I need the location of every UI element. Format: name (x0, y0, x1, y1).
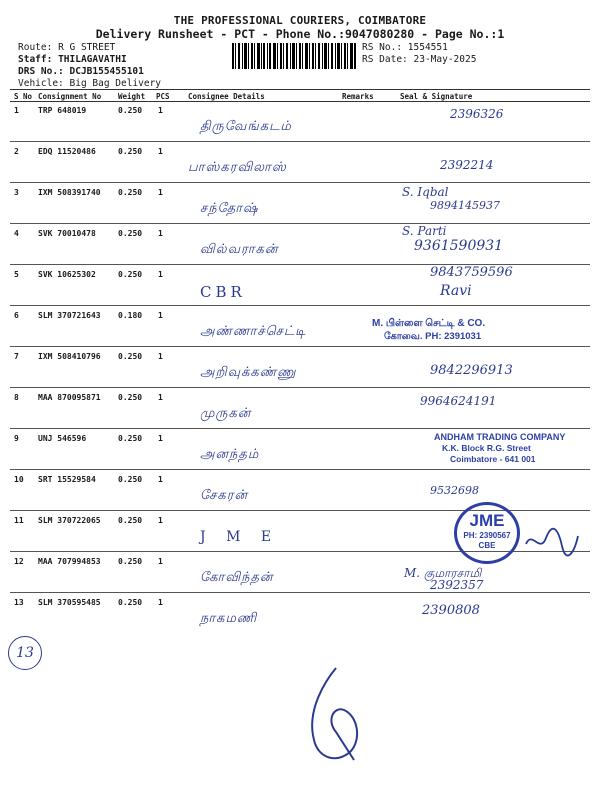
row-signature: M. குமாரசாமி (404, 566, 482, 580)
row-sno: 10 (14, 475, 24, 484)
table-row (10, 265, 590, 306)
row-consignment: SLM 370722065 (38, 516, 101, 525)
rs-no-label: RS No.: (362, 42, 403, 53)
row-consignment: MAA 870095871 (38, 393, 101, 402)
jme-stamp-title: JME (469, 511, 505, 530)
row-consignment: IXM 508410796 (38, 352, 101, 361)
total-count-mark: 13 (8, 636, 42, 670)
row-pcs: 1 (158, 352, 163, 361)
row-pcs: 1 (158, 434, 163, 443)
row-signature: 2396326 (450, 107, 504, 121)
row-weight: 0.250 (118, 557, 143, 566)
row-pcs: 1 (158, 393, 163, 402)
row-signature: 9532698 (430, 484, 479, 497)
row-signature-2: 2392357 (430, 578, 484, 592)
row-consignment: MAA 707994853 (38, 557, 101, 566)
stamp-row6-line1: M. பிள்ளை செட்டி & CO. (372, 318, 486, 329)
stamp-row9-line3: Coimbatore - 641 001 (450, 454, 536, 464)
col-pcs: PCS (156, 92, 170, 101)
rs-date-label: RS Date: (362, 54, 408, 65)
row-consignee: அனந்தம் (200, 447, 260, 462)
row-weight: 0.250 (118, 475, 143, 484)
jme-stamp-phone: PH: 2390567 (463, 531, 511, 540)
row-pcs: 1 (158, 311, 163, 320)
drs-label: DRS No.: (18, 66, 64, 77)
row-weight: 0.250 (118, 106, 143, 115)
table-row (10, 593, 590, 634)
row-consignee: நாகமணி (200, 611, 258, 626)
row-consignee: திருவேங்கடம் (200, 119, 292, 134)
row-weight: 0.250 (118, 434, 143, 443)
table-row (10, 142, 590, 183)
table-row (10, 183, 590, 224)
row-signature: 2390808 (422, 603, 480, 618)
col-seal: Seal & Signature (400, 92, 473, 101)
stamp-row6-line2: கோவை. PH: 2391031 (384, 331, 482, 342)
row-consignee: பாஸ்கரவிலாஸ் (188, 160, 287, 175)
row-weight: 0.250 (118, 188, 143, 197)
row-pcs: 1 (158, 557, 163, 566)
barcode-icon (232, 43, 356, 69)
row-signature-2: 9894145937 (430, 199, 500, 212)
row-consignee: சேகரன் (200, 488, 249, 503)
row-sno: 2 (14, 147, 19, 156)
row-weight: 0.250 (118, 147, 143, 156)
row-sno: 4 (14, 229, 19, 238)
row-consignee: CBR (200, 283, 246, 301)
row-consignment: TRP 648019 (38, 106, 87, 115)
row-weight: 0.180 (118, 311, 143, 320)
runsheet-title: Delivery Runsheet - PCT - Phone No.:9047080280 - Page No.:1 (95, 27, 505, 41)
row-weight: 0.250 (118, 229, 143, 238)
row-consignee: வில்வராகன் (200, 242, 279, 257)
table-row (10, 388, 590, 429)
row-signature: S. Iqbal (402, 185, 449, 199)
row-weight: 0.250 (118, 393, 143, 402)
row-pcs: 1 (158, 188, 163, 197)
row-weight: 0.250 (118, 270, 143, 279)
row-sno: 1 (14, 106, 19, 115)
stamp-row9-line2: K.K. Block R.G. Street (442, 443, 531, 453)
drs-value: DCJB155455101 (69, 66, 144, 77)
row-sno: 5 (14, 270, 19, 279)
row-pcs: 1 (158, 516, 163, 525)
row-signature: 2392214 (440, 158, 494, 172)
table-row (10, 347, 590, 388)
rs-no-value: 1554551 (407, 42, 448, 53)
table-row (10, 429, 590, 470)
row-signature-2: 9361590931 (414, 238, 504, 254)
row-sno: 3 (14, 188, 19, 197)
jme-stamp (454, 502, 520, 564)
row-signature-2: 9842296913 (430, 363, 513, 378)
table-row (10, 101, 590, 142)
row-sno: 12 (14, 557, 24, 566)
table-row (10, 224, 590, 265)
row-signature: 9843759596 (430, 265, 513, 280)
row-pcs: 1 (158, 106, 163, 115)
col-remarks: Remarks (342, 92, 374, 101)
row-weight: 0.250 (118, 598, 143, 607)
row-pcs: 1 (158, 147, 163, 156)
row-sno: 13 (14, 598, 24, 607)
row-sno: 9 (14, 434, 19, 443)
row-signature: 9964624191 (420, 394, 497, 408)
route-label: Route: (18, 42, 53, 53)
row-consignment: SRT 15529584 (38, 475, 96, 484)
meta-left (18, 42, 161, 90)
meta-right (362, 42, 476, 66)
staff-label: Staff: (18, 54, 53, 65)
row-pcs: 1 (158, 598, 163, 607)
row-pcs: 1 (158, 229, 163, 238)
row-consignee: சந்தோஷ் (200, 201, 259, 216)
staff-value: THILAGAVATHI (58, 54, 127, 65)
vehicle-label: Vehicle: (18, 78, 64, 89)
row-signature: S. Parti (402, 224, 447, 238)
col-consignment: Consignment No (38, 92, 102, 101)
table-row (10, 470, 590, 511)
route-value: R G STREET (58, 42, 116, 53)
row-consignment: SLM 370721643 (38, 311, 101, 320)
row-consignee: அறிவுக்கண்ணு (200, 365, 297, 380)
row-pcs: 1 (158, 475, 163, 484)
stamp-row9-line1: ANDHAM TRADING COMPANY (434, 432, 566, 442)
row-weight: 0.250 (118, 352, 143, 361)
row-consignment: SVK 10625302 (38, 270, 96, 279)
col-weight: Weight (118, 92, 146, 101)
row-pcs: 1 (158, 270, 163, 279)
row-consignment: IXM 508391740 (38, 188, 101, 197)
row-consignment: UNJ 546596 (38, 434, 87, 443)
staff-signature-icon (296, 660, 376, 770)
table-row (10, 306, 590, 347)
row-sno: 11 (14, 516, 24, 525)
row-consignee: J M E (200, 529, 280, 545)
row-weight: 0.250 (118, 516, 143, 525)
col-consignee: Consignee Details (188, 92, 265, 101)
row-consignee: அண்ணாச்செட்டி (200, 324, 307, 339)
row-sno: 6 (14, 311, 19, 320)
company-name: THE PROFESSIONAL COURIERS, COIMBATORE (173, 14, 427, 27)
row-consignee: கோவிந்தன் (200, 570, 274, 585)
row-consignee: முருகன் (200, 406, 252, 421)
row-consignment: SVK 70010478 (38, 229, 96, 238)
row-sno: 7 (14, 352, 19, 361)
jme-stamp-city: CBE (478, 541, 496, 550)
row-signature-2: Ravi (440, 283, 472, 299)
row-sno: 8 (14, 393, 19, 402)
row-consignment: EDQ 11520486 (38, 147, 96, 156)
signature-scribble-icon (522, 524, 582, 558)
col-sno: S No (14, 92, 33, 101)
vehicle-value: Big Bag Delivery (69, 78, 162, 89)
rs-date-value: 23-May-2025 (413, 54, 477, 65)
row-consignment: SLM 370595485 (38, 598, 101, 607)
